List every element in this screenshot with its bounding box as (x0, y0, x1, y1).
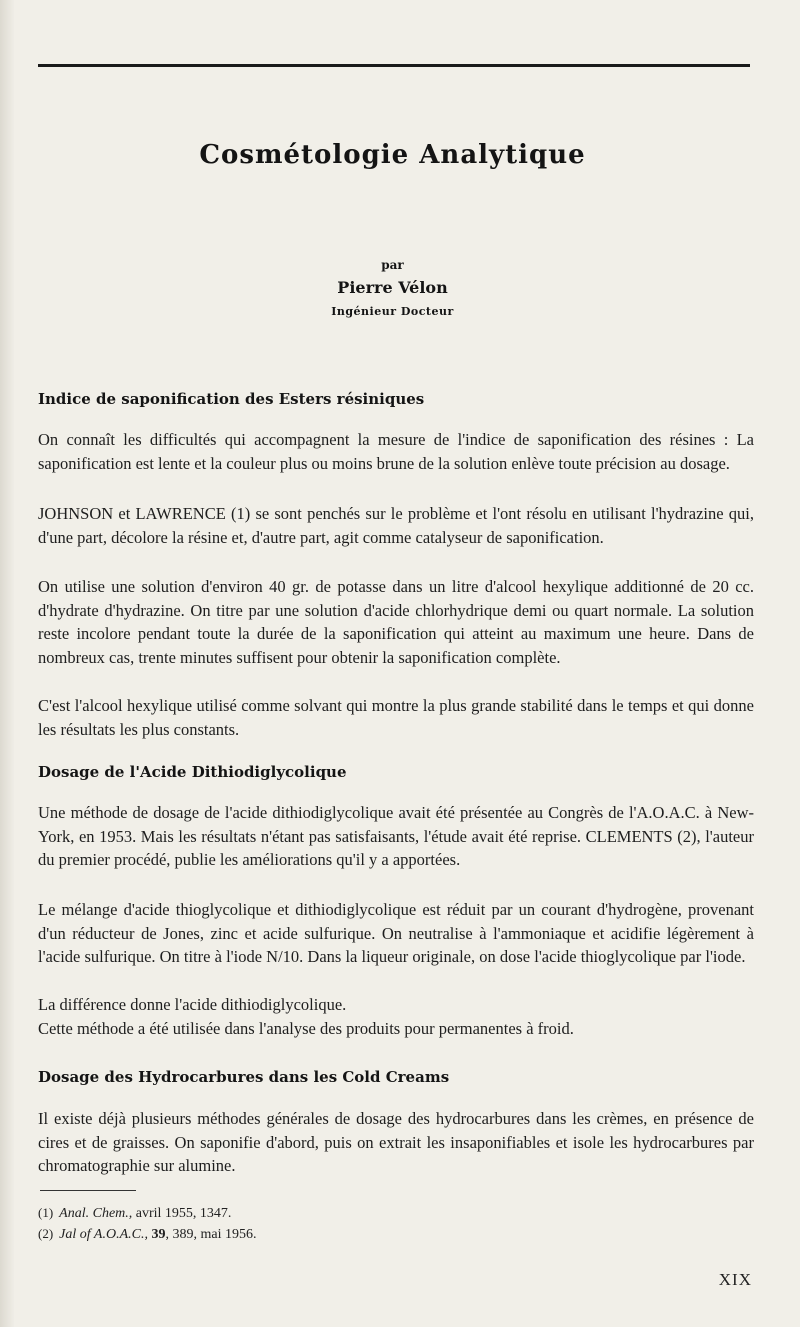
footnote-1 (38, 1205, 231, 1222)
footnote-detail: , 389, mai 1956. (165, 1227, 257, 1242)
author-role: Ingénieur Docteur (331, 305, 454, 318)
paragraph: Il existe déjà plusieurs méthodes générales de dosage des hydrocarbures dans les crèmes, en présence de cires et de graisses. On saponifie d'abord, puis on extrait les insaponifiables et isole les hydrocarbures par chromatographie sur alumine. (38, 1109, 754, 1175)
page-gutter (0, 0, 14, 1327)
footnote-volume: 39 (151, 1227, 166, 1242)
section-heading-hydrocarbures: Dosage des Hydrocarbures dans les Cold Creams (38, 1068, 450, 1086)
page-number: XIX (718, 1270, 752, 1289)
top-rule (38, 64, 750, 67)
footnote-number: (2) (38, 1226, 54, 1241)
byline-par: par (381, 258, 404, 272)
article-title: Cosmétologie Analytique (199, 140, 586, 170)
paragraph: On connaît les difficultés qui accompagnent la mesure de l'indice de saponification des résines : La saponification est lente et la couleur plus ou moins brune de la solution enlève toute précision au dosage. (38, 430, 754, 473)
section-heading-saponification: Indice de saponification des Esters résiniques (38, 390, 425, 408)
footnote-2 (38, 1226, 256, 1243)
paragraph: Cette méthode a été utilisée dans l'analyse des produits pour permanentes à froid. (38, 1019, 574, 1038)
paragraph: JOHNSON et LAWRENCE (1) se sont penchés sur le problème et l'ont résolu en utilisant l'hydrazine qui, d'une part, décolore la résine et, d'autre part, agit comme catalyseur de saponification. (38, 504, 754, 547)
section-heading-dithiodiglycolique: Dosage de l'Acide Dithiodiglycolique (38, 763, 347, 781)
footnote-journal: Anal. Chem., (59, 1206, 133, 1221)
footnote-journal: Jal of A.O.A.C., (59, 1227, 148, 1242)
paragraph: Une méthode de dosage de l'acide dithiodiglycolique avait été présentée au Congrès de l'A.O.A.C. à New-York, en 1953. Mais les résultats n'étant pas satisfaisants, l'étude avait été reprise. CLEMENTS (2), l'auteur du premier procédé, publie les améliorations qu'il y a apportées. (38, 803, 754, 869)
paragraph: La différence donne l'acide dithiodiglycolique. (38, 995, 347, 1014)
paragraph: C'est l'alcool hexylique utilisé comme solvant qui montre la plus grande stabilité dans le temps et qui donne les résultats les plus constants. (38, 696, 754, 739)
footnote-rule (40, 1190, 136, 1191)
footnote-detail: avril 1955, 1347. (132, 1206, 232, 1221)
paragraph: On utilise une solution d'environ 40 gr. de potasse dans un litre d'alcool hexylique additionné de 20 cc. d'hydrate d'hydrazine. On titre par une solution d'acide chlorhydrique demi ou quart normale. La solution reste incolore pendant toute la durée de la saponification qui atteint au maximum une heure. Dans de nombreux cas, trente minutes suffisent pour obtenir la saponification complète. (38, 577, 754, 667)
footnote-number: (1) (38, 1205, 54, 1220)
paragraph: Le mélange d'acide thioglycolique et dithiodiglycolique est réduit par un courant d'hydrogène, provenant d'un réducteur de Jones, zinc et acide sulfurique. On neutralise à l'ammoniaque et acidifie légèrement à l'acide sulfurique. On titre à l'iode N/10. Dans la liqueur originale, on dose l'acide thioglycolique par l'iode. (38, 900, 754, 966)
author-name: Pierre Vélon (337, 278, 448, 297)
